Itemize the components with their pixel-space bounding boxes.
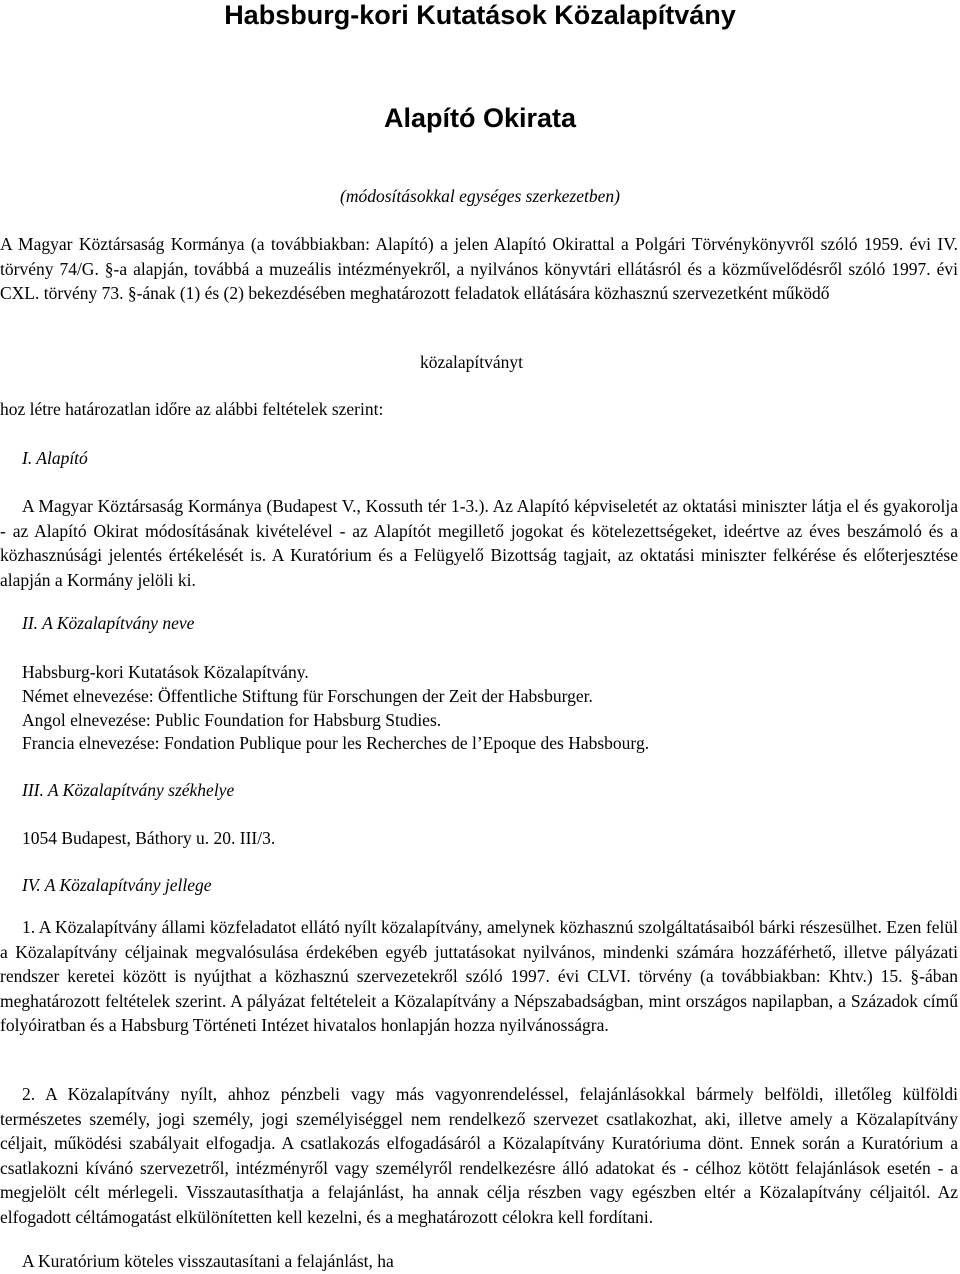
document-subtitle: Alapító Okirata xyxy=(383,103,577,133)
name-english: Angol elnevezése: Public Foundation for Habsburg Studies. xyxy=(22,710,442,730)
section-heading-neve: II. A Közalapítvány neve xyxy=(22,613,195,633)
jellege-paragraph-1: 1. A Közalapítvány állami közfeladatot ellátó nyílt közalapítvány, amelynek közhasznú szolgáltatásaiból bárki részesülhet. Ezen felül a Közalapítvány céljainak megvalósulása érdekében egyéb juttatásokat nyilvános, mindenki számára hozzáférhető, illetve pályázati rendszer keretei között is nyújthat a közhasznú szervezetekről szóló 1997. évi CLVI. törvény (a továbbiakban: Khtv.) 15. §-ában meghatározott feltételek szerint. A pályázat feltételeit a Közalapítvány a Népszabadságban, mint országos napilapban, a Századok című folyóiratban és a Habsburg Történeti Intézet hivatalos honlapján hozza nyilvánosságra. xyxy=(0,917,958,1035)
hoz-letre-line: hoz létre határozatlan időre az alábbi feltételek szerint: xyxy=(0,399,384,419)
section-heading-jellege: IV. A Közalapítvány jellege xyxy=(22,875,212,895)
preamble-paragraph: A Magyar Köztársaság Kormánya (a továbbiakban: Alapító) a jelen Alapító Okirattal a Polgári Törvénykönyvről szóló 1959. évi IV. törvény 74/G. §-a alapján, továbbá a muzeális intézményekről, a nyilvános könyvtári ellátásról és a közművelődésről szóló 1997. évi CXL. törvény 73. §-ának (1) és (2) bekezdésében meghatározott feladatok ellátására közhasznú szervezetként működő xyxy=(0,234,958,303)
name-german: Német elnevezése: Öffentliche Stiftung für Forschungen der Zeit der Habsburger. xyxy=(22,686,593,706)
kozalapitvanyt-word: közalapítványt xyxy=(420,352,524,372)
document-title: Habsburg-kori Kutatások Közalapítvány xyxy=(224,0,736,30)
seat-address: 1054 Budapest, Báthory u. 20. III/3. xyxy=(22,828,276,848)
jellege-paragraph-3: A Kuratórium köteles visszautasítani a felajánlást, ha xyxy=(22,1251,394,1271)
section-heading-alapito: I. Alapító xyxy=(22,448,88,468)
name-hungarian: Habsburg-kori Kutatások Közalapítvány. xyxy=(22,662,309,682)
document-note: (módosításokkal egységes szerkezetben) xyxy=(340,186,620,206)
section-text-alapito: A Magyar Köztársaság Kormánya (Budapest V., Kossuth tér 1-3.). Az Alapító képviseletét az oktatási miniszter látja el és gyakorolja - az Alapító Okirat módosításának kivételével - az Alapítót megillető jogokat és kötelezettségeket, ideértve az éves beszámoló és a közhasznúsági jelentés értékelését is. A Kuratórium és a Felügyelő Bizottság tagjait, az oktatási miniszter felkérése és előterjesztése alapján a Kormány jelöli ki. xyxy=(0,496,958,590)
name-french: Francia elnevezése: Fondation Publique pour les Recherches de l’Epoque des Habsbourg. xyxy=(22,733,650,753)
section-heading-szekhely: III. A Közalapítvány székhelye xyxy=(22,780,235,800)
jellege-paragraph-2: 2. A Közalapítvány nyílt, ahhoz pénzbeli vagy más vagyonrendeléssel, felajánlásokkal bármely belföldi, illetőleg külföldi természetes személy, jogi személy, jogi személyiséggel nem rendelkező szervezet csatlakozhat, aki, illetve amely a Közalapítvány céljait, működési szabályait elfogadja. A csatlakozás elfogadásáról a Közalapítvány Kuratóriuma dönt. Ennek során a Kuratórium a csatlakozni kívánó szervezetről, intézményről vagy személyről rendelkezésre álló adatokat és - célhoz kötött felajánlások esetén - a megjelölt célt mérlegeli. Visszautasíthatja a felajánlást, ha annak célja részben vagy egészben eltér a Közalapítvány céljaitól. Az elfogadott céltámogatást elkülönítetten kell kezelni, és a meghatározott célokra kell fordítani. xyxy=(0,1084,958,1227)
